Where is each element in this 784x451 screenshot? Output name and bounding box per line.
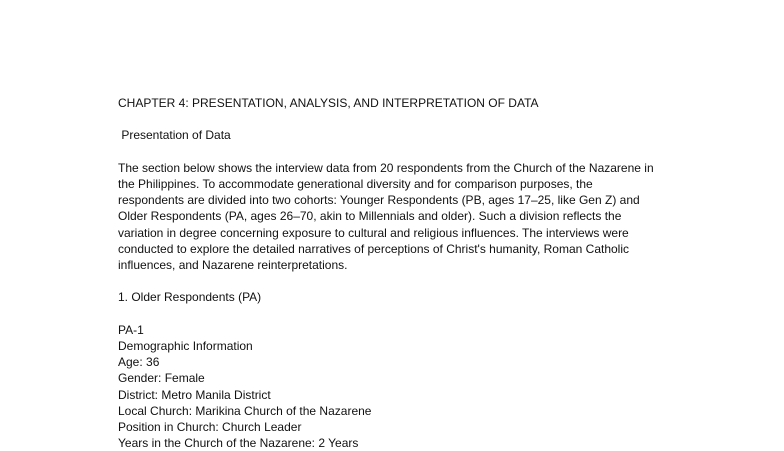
- intro-line: respondents are divided into two cohorts: Younger Respondents (PB, ages 17–25, like Gen Z) and: [118, 193, 640, 208]
- respondent-local-church: Local Church: Marikina Church of the Nazarene: [118, 403, 372, 418]
- demographic-label: Demographic Information: [118, 338, 253, 353]
- respondent-id: PA-1: [118, 322, 144, 337]
- respondent-position: Position in Church: Church Leader: [118, 420, 302, 434]
- respondent-gender: Gender: Female: [118, 371, 205, 386]
- subsection-heading: 1. Older Respondents (PA): [118, 290, 262, 305]
- chapter-heading: CHAPTER 4: PRESENTATION, ANALYSIS, AND INTERPRETATION OF DATA: [118, 96, 539, 110]
- blank-line: [118, 306, 678, 322]
- blank-line: [118, 111, 678, 127]
- intro-line: variation in degree concerning exposure to cultural and religious influences. The interviews were: [118, 225, 629, 240]
- intro-line: The section below shows the interview data from 20 respondents from the Church of the Nazarene in: [118, 160, 654, 175]
- intro-line: influences, and Nazarene reinterpretations.: [118, 258, 348, 272]
- respondent-age: Age: 36: [118, 355, 160, 370]
- intro-line: Older Respondents (PA, ages 26–70, akin to Millennials and older). Such a division reflects the: [118, 209, 622, 224]
- intro-line: conducted to explore the detailed narratives of perceptions of Christ's humanity, Roman Catholic: [118, 241, 630, 256]
- respondent-years: Years in the Church of the Nazarene: 2 Years: [118, 436, 359, 451]
- blank-line: [118, 273, 678, 289]
- blank-line: [118, 144, 678, 160]
- intro-paragraph: [118, 160, 678, 273]
- document-body: [118, 95, 678, 451]
- section-heading: Presentation of Data: [118, 128, 231, 143]
- respondent-district: District: Metro Manila District: [118, 387, 271, 402]
- respondent-block: [118, 322, 678, 451]
- intro-line: the Philippines. To accommodate generational diversity and for comparison purposes, the: [118, 176, 593, 191]
